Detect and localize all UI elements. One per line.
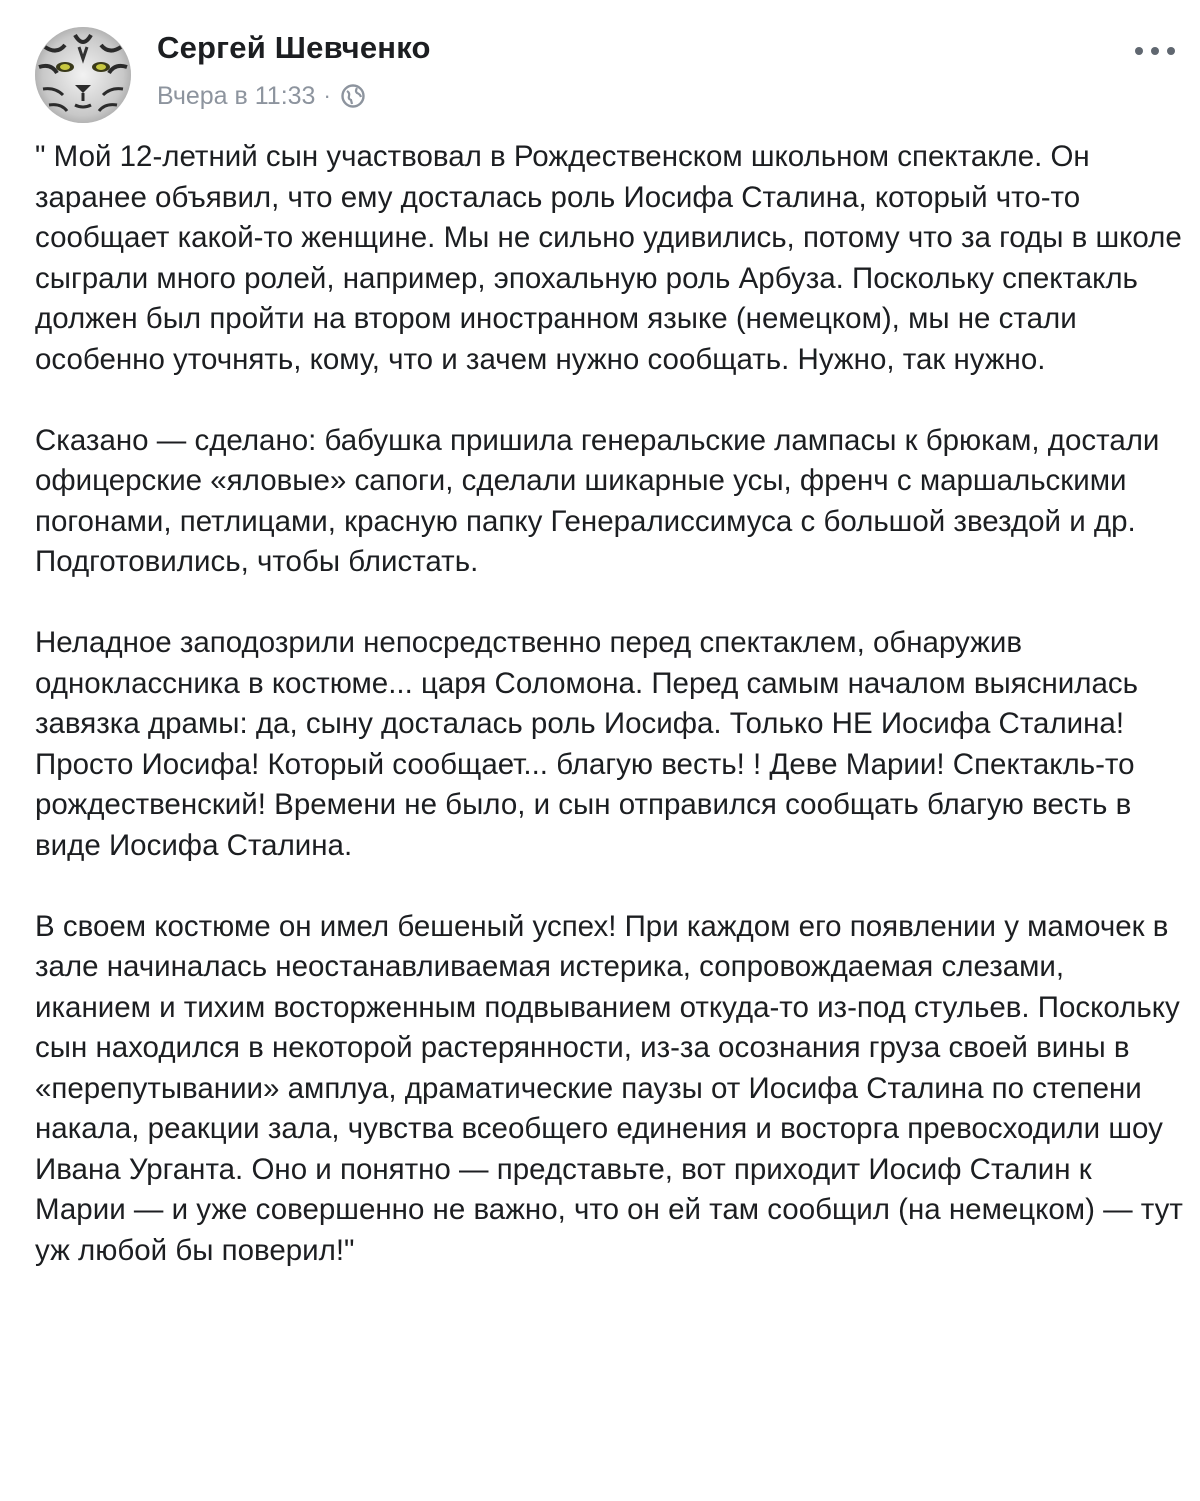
- author-avatar[interactable]: [35, 27, 131, 123]
- post-paragraph: В своем костюме он имел бешеный успех! При каждом его появлении у мамочек в зале начиналась неостанавливаемая истерика, сопровождаемая слезами, иканием и тихим восторженным подвыванием откуда-то из-под стульев. Поскольку сын находился в некоторой растерянности, из-за осознания груза своей вины в «перепутывании» амплуа, драматические паузы от Иосифа Сталина по степени накала, реакции зала, чувства всеобщего единения и восторга превосходили шоу Ивана Урганта. Оно и понятно — представьте, вот приходит Иосиф Сталин к Марии — и уже совершенно не важно, что он ей там сообщил (на немецком) — тут уж любой бы поверил!": [35, 909, 1183, 1267]
- more-dot: [1135, 47, 1143, 55]
- post-meta: [157, 79, 366, 113]
- more-dot: [1151, 47, 1159, 55]
- more-options-icon[interactable]: [1135, 41, 1175, 61]
- author-name[interactable]: Сергей Шевченко: [157, 30, 431, 65]
- tiger-avatar-icon: [35, 27, 131, 123]
- meta-separator: ·: [323, 83, 331, 108]
- post-paragraph: Сказано — сделано: бабушка пришила генеральские лампасы к брюкам, достали офицерские «яловые» сапоги, сделали шикарные усы, френч с маршальскими погонами, петлицами, красную папку Генералиссимуса с большой звездой и др. Подготовились, чтобы блистать.: [35, 423, 1160, 578]
- post-header: [35, 27, 1175, 123]
- post-timestamp[interactable]: Вчера в 11:33: [157, 81, 316, 110]
- post-paragraph: Неладное заподозрили непосредственно перед спектаклем, обнаружив одноклассника в костюме... царя Соломона. Перед самым началом выяснилась завязка драмы: да, сыну досталась роль Иосифа. Только НЕ Иосифа Сталина! Просто Иосифа! Который сообщает... благую весть! ! Деве Марии! Спектакль-то рождественский! Времени не было, и сын отправился сообщать благую весть в виде Иосифа Сталина.: [35, 626, 1138, 862]
- more-dot: [1167, 47, 1175, 55]
- post-text: [35, 137, 1185, 1271]
- post-paragraph: " Мой 12-летний сын участвовал в Рождественском школьном спектакле. Он заранее объявил, что ему досталась роль Иосифа Сталина, который что-то сообщает какой-то женщине. Мы не сильно удивились, потому что за годы в школе сыграли много ролей, например, эпохальную роль Арбуза. Поскольку спектакль должен был пройти на втором иностранном языке (немецком), мы не стали особенно уточнять, кому, что и зачем нужно сообщать. Нужно, так нужно.: [35, 140, 1182, 376]
- globe-icon[interactable]: [340, 83, 366, 109]
